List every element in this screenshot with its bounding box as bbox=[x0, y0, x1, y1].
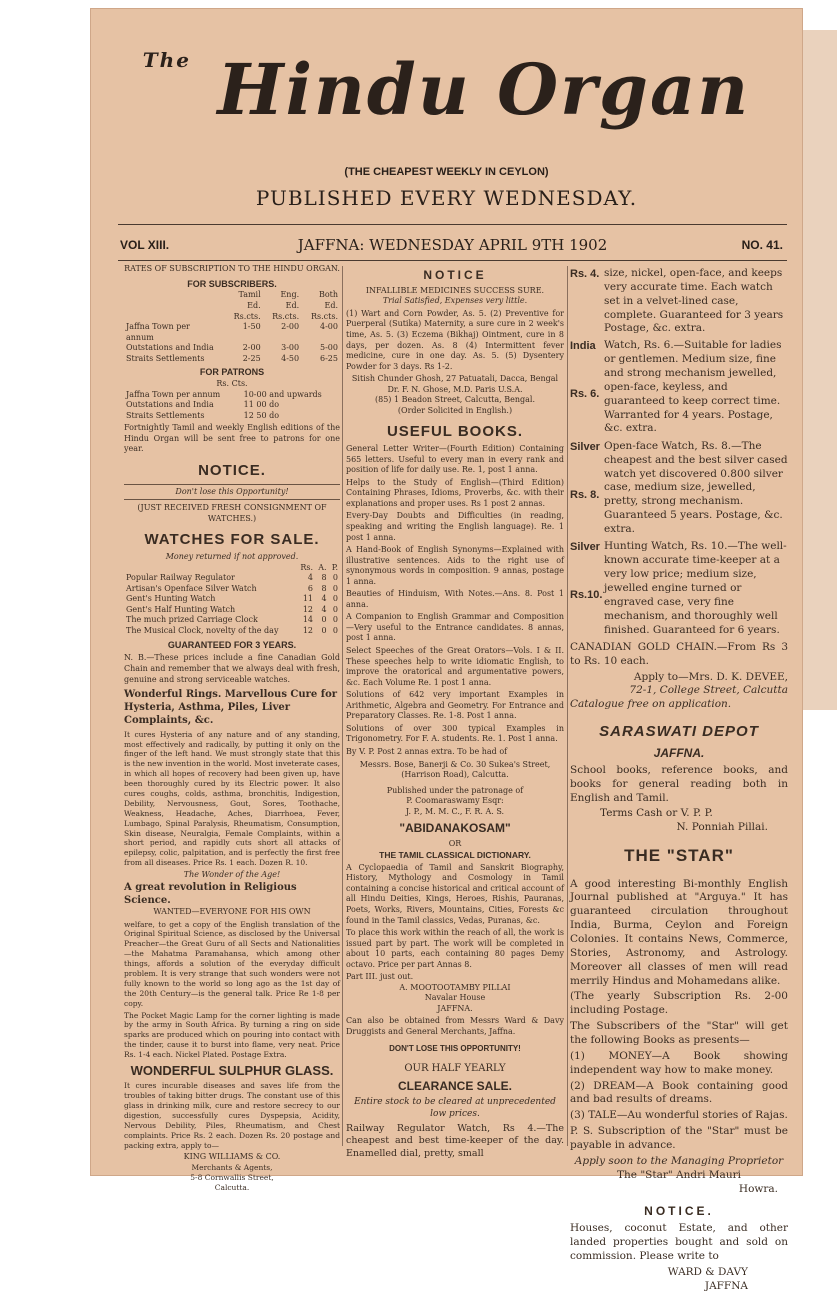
cell: 0 bbox=[332, 583, 338, 593]
price-text: Hunting Watch, Rs. 10.—The well-known accurate time-keeper at a very low price; medium size, jewelled engine turned or engraved case, very fine mechanism, and thoroughly well finished. Guaranteed for 6 years. bbox=[604, 540, 787, 636]
watch-head-2: A. bbox=[318, 562, 327, 572]
masthead-tagline: (THE CHEAPEST WEEKLY IN CEYLON) bbox=[344, 166, 549, 178]
price-label: India bbox=[570, 340, 596, 353]
rings-title: Wonderful Rings. Marvellous Cure for Hysteria, Asthma, Piles, Liver Complaints, &c. bbox=[124, 689, 338, 727]
chain-line: CANADIAN GOLD CHAIN.—From Rs 3 to Rs. 10 each. bbox=[570, 640, 788, 667]
cell: 12 50 do bbox=[243, 410, 280, 420]
cell: 3-00 bbox=[281, 343, 300, 353]
apply-line: Apply to—Mrs. D. K. DEVEE, bbox=[633, 670, 788, 683]
star-books: The Subscribers of the "Star" will get the following Books as presents— bbox=[570, 1020, 788, 1046]
guarantee-line: GUARANTEED FOR 3 YEARS. bbox=[167, 639, 297, 650]
price-text: size, nickel, open-face, and keeps very accurate time. Each watch set in a velvet-lined case, complete. Guaranteed for 3 years Postage, &c. extra. bbox=[604, 267, 784, 335]
cell: 0 bbox=[321, 615, 327, 625]
c2-notice-sub: INFALLIBLE MEDICINES SUCCESS SURE. bbox=[365, 285, 545, 295]
cell: Outstations and India bbox=[126, 400, 214, 410]
half-yearly: OUR HALF YEARLY bbox=[404, 1063, 506, 1075]
c3-notice-title: NOTICE. bbox=[644, 1204, 714, 1219]
price-text bbox=[604, 488, 788, 503]
cell: 2-00 bbox=[281, 322, 300, 332]
apply-addr: 72-1, College Street, Calcutta bbox=[629, 684, 788, 697]
wonder-line: The Wonder of the Age! bbox=[183, 870, 281, 880]
c2-notice-title: NOTICE bbox=[423, 268, 487, 282]
list-item: A Hand-Book of English Synonyms—Explained with illustrative sentences. Aids to the right use of synonymous words in composition. 9 annas, postage 1 anna. bbox=[346, 545, 564, 586]
sulphur-sign: KING WILLIAMS & CO. bbox=[183, 1152, 281, 1162]
cell: 2-00 bbox=[242, 343, 261, 353]
watches-subtitle: Money returned if not approved. bbox=[165, 552, 299, 562]
star-text: A good interesting Bi-monthly English Journal published at "Arguya." It has guaranteed circulation throughout India, Burma, Ceylon and Foreign Colonies. It contains News, Commerce, Stories, Astronomy, and Astrology. Moreover all classes of men will read merrily Hindus and Mohamedans alike. bbox=[570, 877, 788, 987]
wanted-line: WANTED—EVERYONE FOR HIS OWN bbox=[153, 907, 311, 917]
cell: 6 bbox=[307, 583, 314, 593]
cell: 4-50 bbox=[281, 353, 300, 363]
watch-head-1: Rs. bbox=[300, 562, 314, 572]
star-title: THE "STAR" bbox=[624, 846, 734, 866]
cell: 4 bbox=[321, 594, 327, 604]
cell: 11 00 do bbox=[243, 400, 280, 410]
sub-unit-0 bbox=[124, 312, 221, 323]
list-item bbox=[570, 588, 788, 603]
notice-subtitle: Don't lose this Opportunity! bbox=[124, 484, 340, 501]
c2-notice-sub2: Trial Satisfied, Expenses very little. bbox=[382, 296, 528, 306]
watches-table bbox=[124, 563, 340, 637]
sulphur-addr2: 5-8 Cornwallis Street, bbox=[190, 1172, 274, 1182]
price-label: Rs. 4. bbox=[570, 268, 600, 280]
issue-date: JAFFNA: WEDNESDAY APRIL 9TH 1902 bbox=[297, 236, 608, 254]
subscribers-title: FOR SUBSCRIBERS. bbox=[187, 278, 277, 289]
list-item: Solutions of over 300 typical Examples in Trigonometry. For F. A. students. Re. 1. Post 1 anna. bbox=[346, 723, 564, 744]
cell: 14 bbox=[302, 615, 314, 625]
c2-notice-addr2: Dr. F. N. Ghose, M.D. Paris U.S.A. bbox=[387, 384, 523, 394]
depot-terms: Terms Cash or V. P. P. bbox=[600, 807, 713, 820]
sulphur-addr3: Calcutta. bbox=[214, 1182, 250, 1192]
star-subscription: (The yearly Subscription Rs. 2-00 including Postage. bbox=[570, 990, 788, 1017]
pocket-text: The Pocket Magic Lamp for the corner lighting is made by the army in South Africa. By turning a ring on side sparks are produced which on pouring into contact with the tinder, cause it to burst into flame, very neat. Price Rs. 1-4 each. Nickel Plated. Postage Extra. bbox=[124, 1010, 340, 1060]
patronage-line2: P. Coomaraswamy Esqr: bbox=[406, 796, 504, 806]
price-label: Rs. 6. bbox=[570, 388, 600, 401]
sulphur-addr1: Merchants & Agents, bbox=[191, 1162, 273, 1172]
cell: 0 bbox=[332, 604, 338, 614]
cell: Jaffna Town per annum bbox=[126, 389, 221, 399]
cell: 0 bbox=[332, 615, 338, 625]
watch-head-3: P. bbox=[331, 562, 338, 572]
cell: The Musical Clock, novelty of the day bbox=[126, 626, 279, 636]
cell: 5-00 bbox=[320, 343, 338, 353]
star-apply: Apply soon to the Managing Proprietor bbox=[574, 1154, 784, 1167]
price-text: Open-face Watch, Rs. 8.—The cheapest and the best silver cased watch yet discovered 0.800 silver case, medium size, jewelled, pretty, strong mechanism. Guaranteed 5 years. Postage, &c. extra. bbox=[604, 439, 788, 535]
list-item: General Letter Writer—(Fourth Edition) Containing 565 letters. Useful to every man in every rank and position of life for daily use. Re. 1, post 1 anna. bbox=[346, 444, 564, 475]
cell: 4-00 bbox=[320, 322, 338, 332]
c3-notice-city: JAFFNA bbox=[704, 1279, 748, 1292]
sulphur-title: WONDERFUL SULPHUR GLASS. bbox=[130, 1063, 334, 1079]
revolution-title: A great revolution in Religious Science. bbox=[124, 881, 297, 906]
cell: Straits Settlements bbox=[126, 410, 205, 420]
subscribers-table bbox=[124, 290, 340, 364]
table-row bbox=[124, 626, 340, 637]
price-label: Rs.10. bbox=[570, 589, 603, 602]
column-divider-2 bbox=[567, 266, 568, 1146]
cell: 8 bbox=[321, 573, 327, 583]
cell: Straits Settlements bbox=[126, 353, 205, 363]
cell: Artisan's Openface Silver Watch bbox=[126, 583, 257, 593]
depot-text: School books, reference books, and books for general reading both in English and Tamil. bbox=[570, 763, 788, 804]
table-row bbox=[124, 322, 340, 343]
c3-notice-sign: WARD & DAVY bbox=[667, 1265, 748, 1278]
patrons-title: FOR PATRONS bbox=[199, 367, 265, 378]
star-sign: The "Star" Andri Mauri bbox=[617, 1168, 741, 1181]
part-line: Part III. just out. bbox=[346, 972, 414, 982]
table-row bbox=[124, 411, 340, 422]
dont-lose-line: DON'T LOSE THIS OPPORTUNITY! bbox=[389, 1043, 521, 1053]
volume-label: VOL XIII. bbox=[120, 238, 170, 252]
page-content bbox=[90, 8, 803, 1292]
issue-number: NO. 41. bbox=[741, 238, 783, 252]
list-item: Solutions of 642 very important Examples in Arithmetic, Algebra and Geometry. For Entrance and Preparatory Classes. Re. 1-8. Post 1 anna. bbox=[346, 690, 564, 721]
cell: 6-25 bbox=[320, 353, 338, 363]
sub-unit-2: Rs.cts. bbox=[272, 311, 300, 321]
cell: 4 bbox=[321, 604, 327, 614]
notice-title: NOTICE. bbox=[198, 461, 266, 479]
cell: The much prized Carriage Clock bbox=[126, 615, 258, 625]
sub-head-0 bbox=[124, 290, 221, 311]
rule-top bbox=[118, 224, 787, 225]
rings-text: It cures Hysteria of any nature and of any standing, most effectively and radically, by putting it only on the finger of the left hand. We must strongly state that this is the new invention in the world. Most inveterate cases, in which all hopes of recovery had been given up, have been thoroughly cured by its Electric power. It also cures coughs, colds, asthma, bronchitis, Indigestion, Debility, Nervousness, Gout, Sores, Toothache, Weakness, Headache, Aches, Diarrhoea, Fever, Lumbago, Spinal Paralysis, Rheumatism, Consumption, Skin disease, Neuralgia, Female Complaints, within a short period, and rapidly cuts short all attacks of epilepsy, colic, palpitation, and is perfectly the first free from all diseases. Price Rs. 1 each. Dozen R. 10. bbox=[124, 729, 340, 868]
star-ps: P. S. Subscription of the "Star" must be payable in advance. bbox=[570, 1125, 788, 1152]
list-item: By V. P. Post 2 annas extra. To be had of bbox=[346, 746, 508, 756]
abidana-title: "ABIDANAKOSAM" bbox=[399, 821, 511, 836]
cell: 12 bbox=[302, 626, 314, 636]
list-item: (1) MONEY—A Book showing independent way how to make money. bbox=[570, 1049, 788, 1076]
abidana-text2: To place this work within the reach of all, the work is issued part by part. The work will be completed in about 10 parts, each containing 80 pages Demy octavo. Price per part Annas 8. bbox=[346, 928, 564, 969]
guarantee-note: N. B.—These prices include a fine Canadian Gold Chain and remember that we always deal with fresh, genuine and strong serviceable watches. bbox=[124, 653, 340, 684]
table-row bbox=[124, 390, 340, 401]
patrons-table bbox=[124, 390, 340, 422]
kootty-name: A. MOOTOOTAMBY PILLAI bbox=[399, 982, 511, 992]
list-item bbox=[570, 387, 788, 402]
patronage-line1: Published under the patronage of bbox=[386, 785, 524, 795]
sub-head-3: Both Ed. bbox=[318, 290, 338, 310]
list-item bbox=[570, 267, 788, 336]
masthead-name: Hindu Organ bbox=[217, 48, 751, 131]
depot-title: SARASWATI DEPOT bbox=[599, 723, 759, 741]
c2-notice-addr4: (Order Solicited in English.) bbox=[397, 405, 513, 415]
list-item: Every-Day Doubts and Difficulties (in reading, speaking and writing the English language). Re. 1 post 1 anna. bbox=[346, 511, 564, 542]
table-row bbox=[124, 400, 340, 411]
patronage-line3: J. P., M. M. C., F. R. A. S. bbox=[405, 806, 505, 816]
cell: 2-25 bbox=[242, 353, 261, 363]
table-row bbox=[124, 573, 340, 584]
price-text: Watch, Rs. 6.—Suitable for ladies or gentlemen. Medium size, fine and strong mechanism jewelled, open-face, keyless, and guaranteed to keep correct time. Warranted for 4 years. Postage, &c. extra. bbox=[604, 339, 782, 435]
list-item: Helps to the Study of English—(Third Edition) Containing Phrases, Idioms, Proverbs, &c. with their explanations and proper uses. Rs 1 post 2 annas. bbox=[346, 477, 564, 508]
cell: 4 bbox=[307, 573, 314, 583]
abidana-text: A Cyclopaedia of Tamil and Sanskrit Biography, History, Mythology and Cosmology in Tamil containing a concise historical and critical account of all Hindu Deities, Kings, Heroes, Rishis, Pauranas, Poets, Works, Rivers, Mountains, Cities, Forests &c found in the Tamil classics, Vedas, Puranas, &c. bbox=[346, 862, 564, 925]
cell: 1-50 bbox=[242, 322, 261, 332]
column-3 bbox=[570, 264, 788, 1294]
catalogue-line: Catalogue free on application. bbox=[570, 698, 732, 711]
watch-head-0 bbox=[124, 563, 297, 574]
kootty-addr1: Navalar House bbox=[424, 993, 486, 1003]
table-row bbox=[124, 343, 340, 354]
rule-bottom bbox=[118, 260, 787, 261]
column-2 bbox=[346, 264, 564, 1162]
sulphur-text: It cures incurable diseases and saves life from the troubles of taking bitter drugs. The constant use of this glass in drinking milk, cure and restore secrecy to our digestion, successfully cures Dyspepsia, Acidity, Nervous Debility, Piles, Rheumatism, and Chest complaints. Price Rs. 2 each. Dozen Rs. 20 postage and packing extra, apply to— bbox=[124, 1081, 340, 1150]
cell: 0 bbox=[332, 594, 338, 604]
masthead-published: PUBLISHED EVERY WEDNESDAY. bbox=[255, 186, 638, 210]
list-item: (2) DREAM—A Book containing good and bad results of dreams. bbox=[570, 1079, 788, 1106]
table-row bbox=[124, 584, 340, 595]
clearance-text: Railway Regulator Watch, Rs 4.—The cheapest and best time-keeper of the day. Enamelled dial, pretty, small bbox=[346, 1122, 564, 1159]
cell: 0 bbox=[332, 573, 338, 583]
watches-title: WATCHES FOR SALE. bbox=[144, 531, 320, 549]
kootty-addr2: JAFFNA. bbox=[437, 1003, 473, 1013]
dateline bbox=[118, 232, 787, 256]
cell: 10-00 and upwards bbox=[243, 389, 322, 399]
c2-notice-addr3: (85) 1 Beadon Street, Calcutta, Bengal. bbox=[374, 395, 536, 405]
abidana-subtitle: THE TAMIL CLASSICAL DICTIONARY. bbox=[379, 849, 531, 860]
star-place: Howra. bbox=[738, 1182, 778, 1195]
cell: Gent's Half Hunting Watch bbox=[126, 604, 236, 614]
depot-sign: N. Ponniah Pillai. bbox=[676, 821, 768, 834]
patrons-units: Rs. Cts. bbox=[216, 379, 248, 389]
price-text bbox=[604, 387, 788, 402]
clearance-title: CLEARANCE SALE. bbox=[397, 1079, 512, 1094]
price-label: Silver bbox=[570, 440, 600, 453]
wanted-text: welfare, to get a copy of the English translation of the Original Spiritual Science, as disclosed by the Universal Preacher—the Great Guru of all Sects and Nationalities—the Mahatma Paramahansa, which among other things, affords a solution of the everyday difficult problem. It is very strange that such wonders were not fully known to the world so long ago as the 1st day of the 20th Century—is the general talk. Price Re 1-8 per copy. bbox=[124, 919, 340, 1008]
table-row bbox=[124, 594, 340, 605]
list-item: Select Speeches of the Great Orators—Vols. I & II. These speeches help to write idiomatic English, to improve the oratorical and argumentative powers, &c. Each Volume Re. 1 post 1 anna. bbox=[346, 646, 564, 687]
books-title: USEFUL BOOKS. bbox=[386, 423, 524, 441]
list-item bbox=[570, 488, 788, 503]
sub-unit-3: Rs.cts. bbox=[310, 311, 338, 321]
patrons-note: Fortnightly Tamil and weekly English editions of the Hindu Organ will be sent free to patrons for one year. bbox=[124, 423, 340, 454]
price-label: Rs. 8. bbox=[570, 488, 600, 501]
adjacent-page-edge bbox=[803, 30, 837, 710]
sub-head-1: Tamil Ed. bbox=[238, 290, 261, 310]
cell: 12 bbox=[302, 604, 314, 614]
notice-consignment: (JUST RECEIVED FRESH CONSIGNMENT OF WATCHES.) bbox=[137, 503, 327, 523]
table-row bbox=[124, 615, 340, 626]
cell: Outstations and India bbox=[126, 343, 214, 353]
c2-notice-text: (1) Wart and Corn Powder, As. 5. (2) Preventive for Puerperal (Sutika) Maternity, a sure cure in 2 week's time, As. 5. (3) Eczema (Bikhaj) Ointment, cure in 8 days, per dozen. As. 8 (4) Intermittent fever medicine, cure in one day. As. 5. (5) Dysentery Powder for 3 days. Rs 1-2. bbox=[346, 308, 564, 371]
cell: 11 bbox=[302, 594, 314, 604]
sub-unit-1: Rs.cts. bbox=[233, 311, 261, 321]
masthead-the: The bbox=[142, 48, 191, 72]
cell: Gent's Hunting Watch bbox=[126, 594, 216, 604]
column-divider-1 bbox=[342, 266, 343, 1146]
list-item: A Companion to English Grammar and Composition—Very useful to the Entrance candidates. 8 annas, post 1 anna. bbox=[346, 612, 564, 643]
abidana-or: OR bbox=[448, 839, 462, 849]
list-item: Messrs. Bose, Banerji & Co. 30 Sukea's Street, (Harrison Road), Calcutta. bbox=[359, 759, 551, 780]
masthead-title bbox=[90, 48, 803, 131]
list-item: Beauties of Hinduism, With Notes.—Ans. 8. Post 1 anna. bbox=[346, 589, 564, 609]
depot-city: JAFFNA. bbox=[653, 745, 705, 760]
rates-title: RATES OF SUBSCRIPTION TO THE HINDU ORGAN. bbox=[124, 264, 340, 273]
table-row bbox=[124, 605, 340, 616]
table-row bbox=[124, 354, 340, 365]
cell: Popular Railway Regulator bbox=[126, 573, 235, 583]
obtained-text: Can also be obtained from Messrs Ward & Davy Druggists and General Merchants, Jaffna. bbox=[346, 1016, 564, 1037]
cell: Jaffna Town per annum bbox=[126, 322, 190, 342]
clearance-sub: Entire stock to be cleared at unprecedented low prices. bbox=[354, 1097, 556, 1120]
price-label: Silver bbox=[570, 541, 600, 554]
cell: 0 bbox=[321, 626, 327, 636]
c3-notice-text: Houses, coconut Estate, and other landed properties bought and sold on commission. Please write to bbox=[570, 1222, 788, 1262]
list-item: (3) TALE—Au wonderful stories of Rajas. bbox=[570, 1109, 788, 1122]
sub-head-2: Eng. Ed. bbox=[280, 290, 300, 310]
price-text bbox=[604, 588, 788, 603]
c2-notice-addr1: Sitish Chunder Ghosh, 27 Patuatali, Dacca, Bengal bbox=[351, 374, 559, 384]
cell: 0 bbox=[332, 626, 338, 636]
cell: 8 bbox=[321, 583, 327, 593]
column-1 bbox=[124, 264, 340, 1193]
